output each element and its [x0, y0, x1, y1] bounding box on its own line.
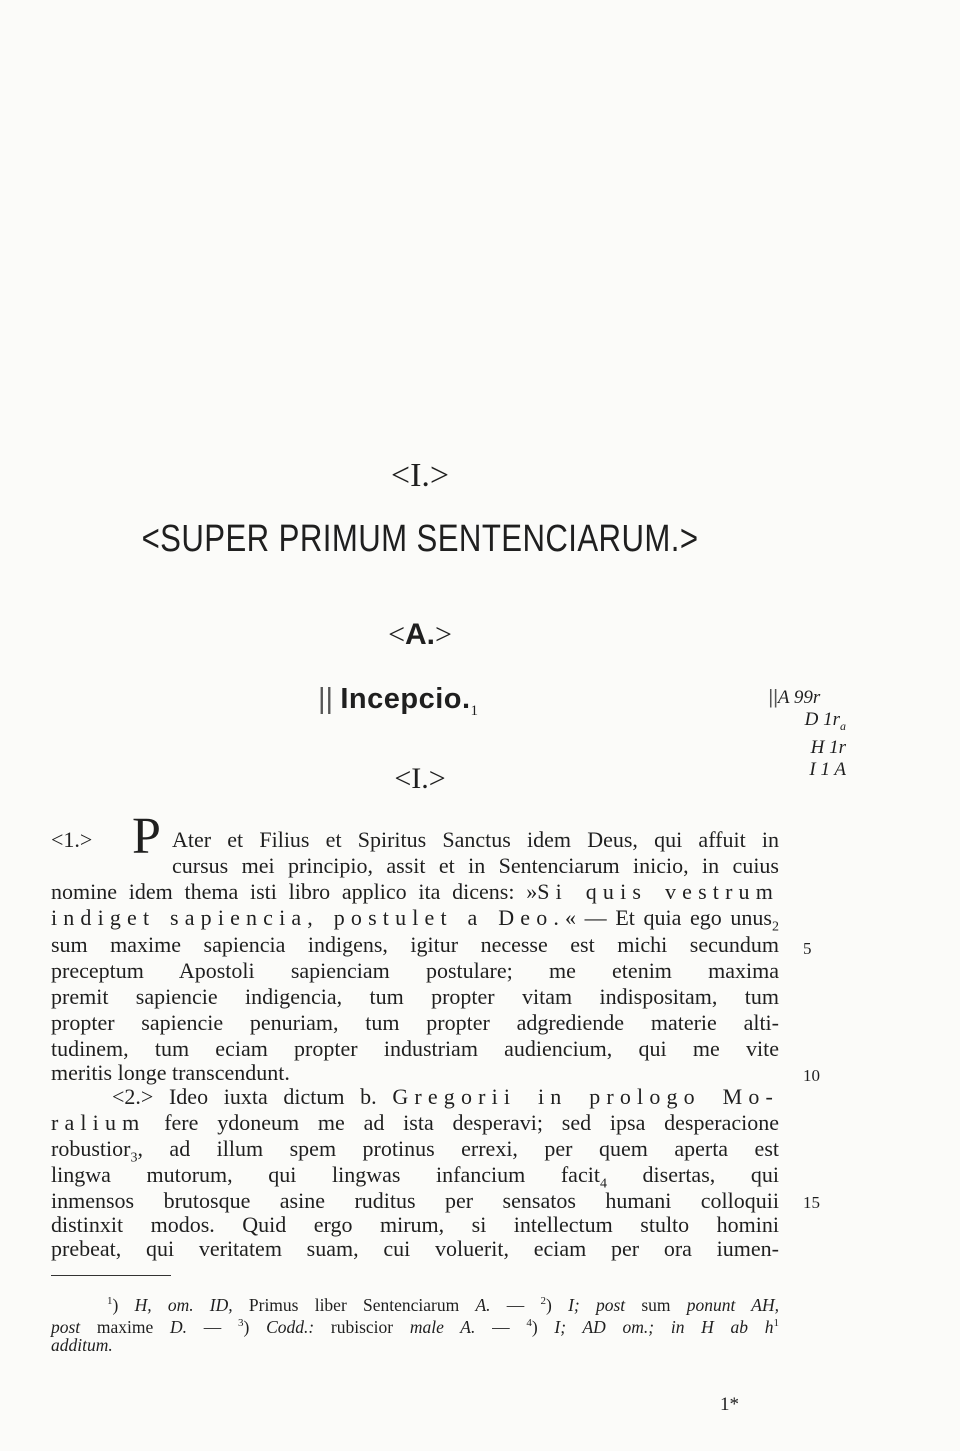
incipit-heading	[318, 683, 478, 720]
footnote-rule	[51, 1275, 171, 1276]
subsection-a-heading	[0, 618, 840, 652]
text-line-16: distinxit modos. Quid ergo mirum, si intellectum stulto homini	[51, 1212, 779, 1237]
footnote-line-1: $^1$) H, om. ID, Primus liber Sentenciarum A. — $^2$) I; post sum ponunt AH,	[107, 1294, 780, 1315]
incipit-word: Incepcio.	[340, 683, 471, 715]
subsection-i-heading: <I.>	[394, 762, 446, 795]
text-line-17: prebeat, qui veritatem suam, cui voluerit, eciam per ora iumen-	[51, 1236, 779, 1261]
text-line-7: premit sapiencie indigencia, tum propter vitam indispositam, tum	[51, 984, 779, 1009]
text-line-1b: Ater et Filius et Spiritus Sanctus idem Deus, qui affuit in	[172, 827, 779, 852]
sigla-line-4: I 1 A	[809, 758, 846, 780]
line-number-10: 10	[803, 1066, 820, 1085]
sigla-line-1: ||A 99r	[768, 687, 821, 708]
page-signature: 1*	[720, 1394, 739, 1415]
text-line-8: propter sapiencie penuriam, tum propter adgrediende materie alti-	[51, 1010, 779, 1035]
section-number: <I.>	[390, 457, 450, 494]
sigla-line-2: D $1r_a$	[804, 709, 846, 733]
subsection-a-letter: A.	[405, 618, 435, 651]
manuscript-sigla	[768, 687, 846, 781]
text-line-4: indiget sapiencia, postulet a Deo.« — Et quia ego unus$_2$	[51, 905, 779, 935]
text-line-13: robustior$_3$, ad illum spem protinus errexi, per quem aperta est	[51, 1136, 779, 1166]
subsection-a-close: >	[435, 618, 452, 651]
sigla-line-3: H 1r	[810, 736, 846, 758]
drop-cap: P	[132, 808, 161, 865]
footnote-line-3: additum.	[51, 1335, 113, 1355]
text-line-15: inmensos brutosque asine ruditus per sensatos humani colloquii	[51, 1188, 779, 1213]
subsection-a-open: <	[388, 618, 405, 651]
incipit-bar: ||	[318, 683, 334, 715]
text-line-6: preceptum Apostoli sapienciam postulare; me etenim maxima	[51, 958, 779, 983]
text-line-2: cursus mei principio, assit et in Sentenciarum inicio, in cuius	[172, 853, 779, 878]
line-number-15: 15	[803, 1193, 820, 1212]
text-line-10: meritis longe transcendunt.	[51, 1060, 290, 1085]
text-line-12: ralium fere ydoneum me ad ista desperavi; sed ipsa desperacione	[51, 1110, 779, 1135]
paragraph-label-1: <1.>	[51, 827, 93, 852]
line-number-5: 5	[803, 939, 812, 958]
incipit-footnote-ref: 1	[470, 702, 479, 719]
text-line-11: <2.> Ideo iuxta dictum b. Gregorii in prologo Mo-	[112, 1084, 779, 1109]
text-line-9: tudinem, tum eciam propter industriam audiencium, qui me vite	[51, 1036, 779, 1061]
text-line-3: nomine idem thema isti libro applico ita dicens: »Si quis vestrum	[51, 879, 779, 904]
text-line-5: sum maxime sapiencia indigens, igitur necesse est michi secundum	[51, 932, 779, 957]
text-line-14: lingwa mutorum, qui lingwas infancium facit$_4$ disertas, qui	[51, 1162, 779, 1192]
footnote-line-2: post maxime D. — $^3$) Codd.: rubiscior male A. — $^4$) I; AD om.; in H ab $h^1$	[51, 1316, 780, 1337]
page-title: <SUPER PRIMUM SENTENCIARUM.>	[141, 518, 699, 560]
